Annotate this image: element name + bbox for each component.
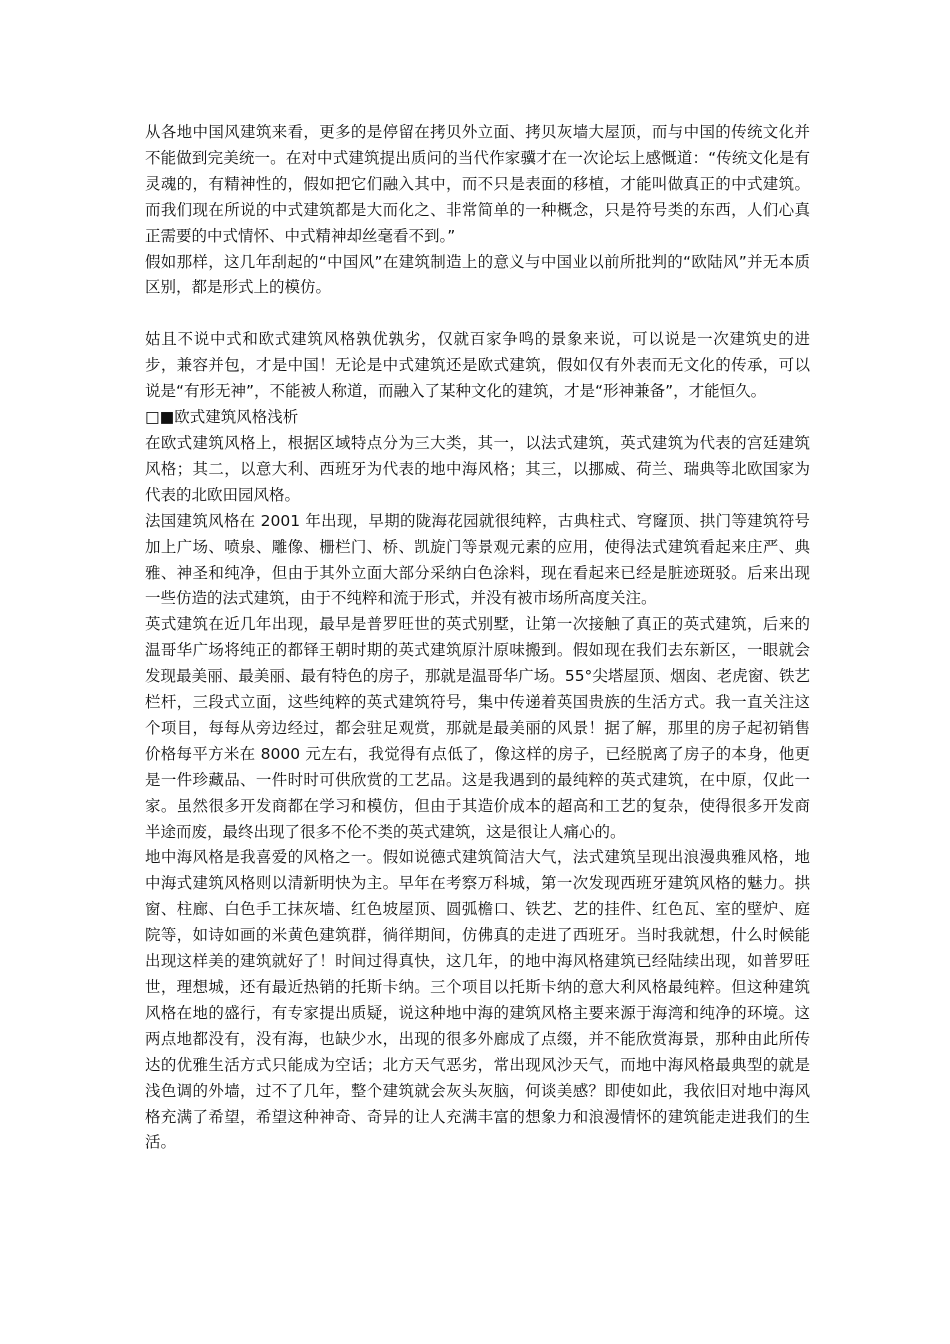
paragraph-coexistence: 姑且不说中式和欧式建筑风格孰优孰劣，仅就百家争鸣的景象来说，可以说是一次建筑史的进步，兼容并包，才是中国！无论是中式建筑还是欧式建筑，假如仅有外表而无文化的传承，可以说是“有形无神”，不能被人称道，而融入了某种文化的建筑，才是“形神兼备”，才能恒久。: [145, 330, 810, 401]
paragraph-gap: [145, 301, 810, 327]
paragraph-french-style: 法国建筑风格在 2001 年出现，早期的陇海花园就很纯粹，古典柱式、穹窿顶、拱门等建筑符号加上广场、喷泉、雕像、栅栏门、桥、凯旋门等景观元素的应用，使得法式建筑看起来庄严、典雅、神圣和纯净，但由于其外立面大部分采纳白色涂料，现在看起来已经是脏迹斑驳。后来出现一些仿造的法式建筑，由于不纯粹和流于形式，并没有被市场所高度关注。: [145, 511, 810, 608]
paragraph-mediterranean-style: 地中海风格是我喜爱的风格之一。假如说德式建筑简洁大气，法式建筑呈现出浪漫典雅风格，地中海式建筑风格则以清新明快为主。早年在考察万科城，第一次发现西班牙建筑风格的魅力。拱窗、柱廊、白色手工抹灰墙、红色坡屋顶、圆弧檐口、铁艺、艺的挂件、红色瓦、室的壁炉、庭院等，如诗如画的米黄色建筑群，徜徉期间，仿佛真的走进了西班牙。当时我就想，什么时候能出现这样美的建筑就好了！时间过得真快，这几年，的地中海风格建筑已经陆续出现，如普罗旺世，理想城，还有最近热销的托斯卡纳。三个项目以托斯卡纳的意大利风格最纯粹。但这种建筑风格在地的盛行，有专家提出质疑，说这种地中海的建筑风格主要来源于海湾和纯净的环境。这两点地都没有，没有海，也缺少水，出现的很多外廊成了点缀，并不能欣赏海景，那种由此所传达的优雅生活方式只能成为空话；北方天气恶劣，常出现风沙天气，而地中海风格最典型的就是浅色调的外墙，过不了几年，整个建筑就会灰头灰脑，何谈美感？即使如此，我依旧对地中海风格充满了希望，希望这种神奇、奇异的让人充满丰富的想象力和浪漫情怀的建筑能走进我们的生活。: [145, 848, 810, 1152]
paragraph-european-categories: 在欧式建筑风格上，根据区域特点分为三大类，其一，以法式建筑，英式建筑为代表的宫廷建筑风格；其二，以意大利、西班牙为代表的地中海风格；其三，以挪威、荷兰、瑞典等北欧国家为代表的北欧田园风格。: [145, 433, 810, 504]
paragraph-chinese-wind-comparison: 假如那样，这几年刮起的“中国风”在建筑制造上的意义与中国业以前所批判的“欧陆风”并无本质区别，都是形式上的模仿。: [145, 252, 810, 297]
section-heading-european-style: □■欧式建筑风格浅析: [145, 408, 299, 427]
document-body: [145, 120, 810, 1156]
paragraph-english-style: 英式建筑在近几年出现，最早是普罗旺世的英式别墅，让第一次接触了真正的英式建筑，后来的温哥华广场将纯正的都铎王朝时期的英式建筑原汁原味搬到。假如现在我们去东新区，一眼就会发现最美丽、最美丽、最有特色的房子，那就是温哥华广场。55°尖塔屋顶、烟囱、老虎窗、铁艺栏杆，三段式立面，这些纯粹的英式建筑符号，集中传递着英国贵族的生活方式。我一直关注这个项目，每每从旁边经过，都会驻足观赏，那就是最美丽的风景！据了解，那里的房子起初销售价格每平方米在 8000 元左右，我觉得有点低了，像这样的房子，已经脱离了房子的本身，他更是一件珍藏品、一件时时可供欣赏的工艺品。这是我遇到的最纯粹的英式建筑，在中原，仅此一家。虽然很多开发商都在学习和模仿，但由于其造价成本的超高和工艺的复杂，使得很多开发商半途而废，最终出现了很多不伦不类的英式建筑，这是很让人痛心的。: [145, 615, 810, 841]
paragraph-chinese-style-critique: 从各地中国风建筑来看，更多的是停留在拷贝外立面、拷贝灰墙大屋顶，而与中国的传统文化并不能做到完美统一。在对中式建筑提出质问的当代作家骥才在一次论坛上感慨道：“传统文化是有灵魂的，有精神性的，假如把它们融入其中，而不只是表面的移植，才能叫做真正的中式建筑。而我们现在所说的中式建筑都是大而化之、非常简单的一种概念，只是符号类的东西，人们心真正需要的中式情怀、中式精神却丝毫看不到。”: [145, 123, 810, 245]
